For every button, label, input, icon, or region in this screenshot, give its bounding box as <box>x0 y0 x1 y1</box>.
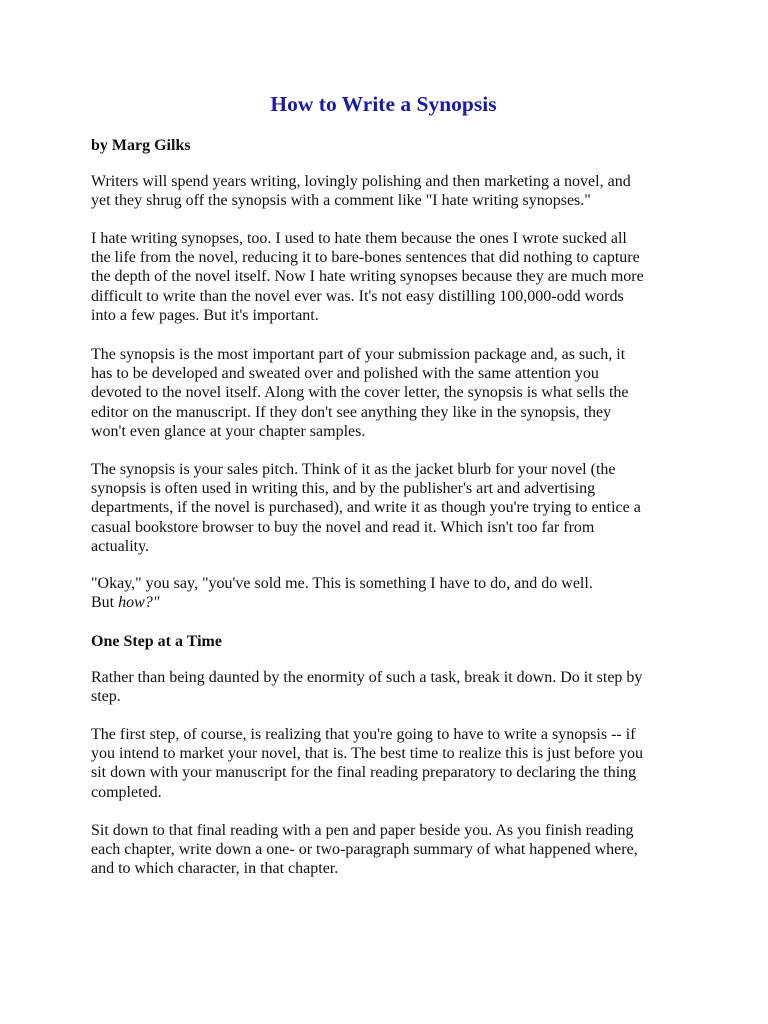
paragraph-3 <box>91 345 691 441</box>
text-line: actuality. <box>91 537 150 555</box>
text-line: difficult to write than the novel ever was. It's not easy distilling 100,000-odd words <box>91 287 624 305</box>
page-title: How to Write a Synopsis <box>270 92 497 116</box>
author-byline: by Marg Gilks <box>91 137 191 154</box>
text-line: the life from the novel, reducing it to bare-bones sentences that did nothing to capture <box>91 249 640 267</box>
text-line: each chapter, write down a one- or two-paragraph summary of what happened where, <box>91 841 638 859</box>
text-line: step. <box>91 688 121 706</box>
text-line: Writers will spend years writing, lovingly polishing and then marketing a novel, and <box>91 173 631 190</box>
text-fragment: But <box>91 594 119 612</box>
text-line: into a few pages. But it's important. <box>91 306 319 324</box>
text-line: The first step, of course, is realizing that you're going to have to write a synopsis -- if <box>91 726 636 743</box>
text-line: devoted to the novel itself. Along with the cover letter, the synopsis is what sells the <box>91 384 629 402</box>
text-line: you intend to market your novel, that is. The best time to realize this is just before you <box>91 745 644 763</box>
paragraph-2 <box>91 229 691 325</box>
paragraph-4 <box>91 460 691 556</box>
text-line: and to which character, in that chapter. <box>91 860 339 878</box>
text-line: The synopsis is your sales pitch. Think of it as the jacket blurb for your novel (the <box>91 461 616 478</box>
text-line: sit down with your manuscript for the final reading preparatory to declaring the thing <box>91 764 637 782</box>
paragraph-7 <box>91 725 691 802</box>
paragraph-5 <box>91 574 691 612</box>
text-line <box>91 593 691 612</box>
section-heading: One Step at a Time <box>91 633 222 650</box>
text-line: the depth of the novel itself. Now I hate writing synopses because they are much more <box>91 268 644 286</box>
text-line: departments, if the novel is purchased), and write it as though you're trying to entice a <box>91 499 641 517</box>
text-line: yet they shrug off the synopsis with a comment like "I hate writing synopses." <box>91 192 591 210</box>
text-line: Sit down to that final reading with a pen and paper beside you. As you finish reading <box>91 822 634 839</box>
paragraph-8 <box>91 821 691 879</box>
paragraph-6 <box>91 668 691 706</box>
paragraph-1 <box>91 172 691 210</box>
text-line: "Okay," you say, "you've sold me. This is something I have to do, and do well. <box>91 575 593 592</box>
text-line: completed. <box>91 783 162 801</box>
text-line: casual bookstore browser to buy the novel and read it. Which isn't too far from <box>91 518 595 536</box>
text-line: The synopsis is the most important part of your submission package and, as such, it <box>91 346 626 363</box>
emphasis-text: how?" <box>118 594 160 612</box>
text-line: editor on the manuscript. If they don't see anything they like in the synopsis, they <box>91 403 612 421</box>
text-line: I hate writing synopses, too. I used to hate them because the ones I wrote sucked all <box>91 230 627 247</box>
text-line: synopsis is often used in writing this, and by the publisher's art and advertising <box>91 480 596 498</box>
text-line: has to be developed and sweated over and polished with the same attention you <box>91 365 599 383</box>
text-line: won't even glance at your chapter samples. <box>91 422 366 440</box>
text-line: Rather than being daunted by the enormity of such a task, break it down. Do it step by <box>91 669 643 686</box>
